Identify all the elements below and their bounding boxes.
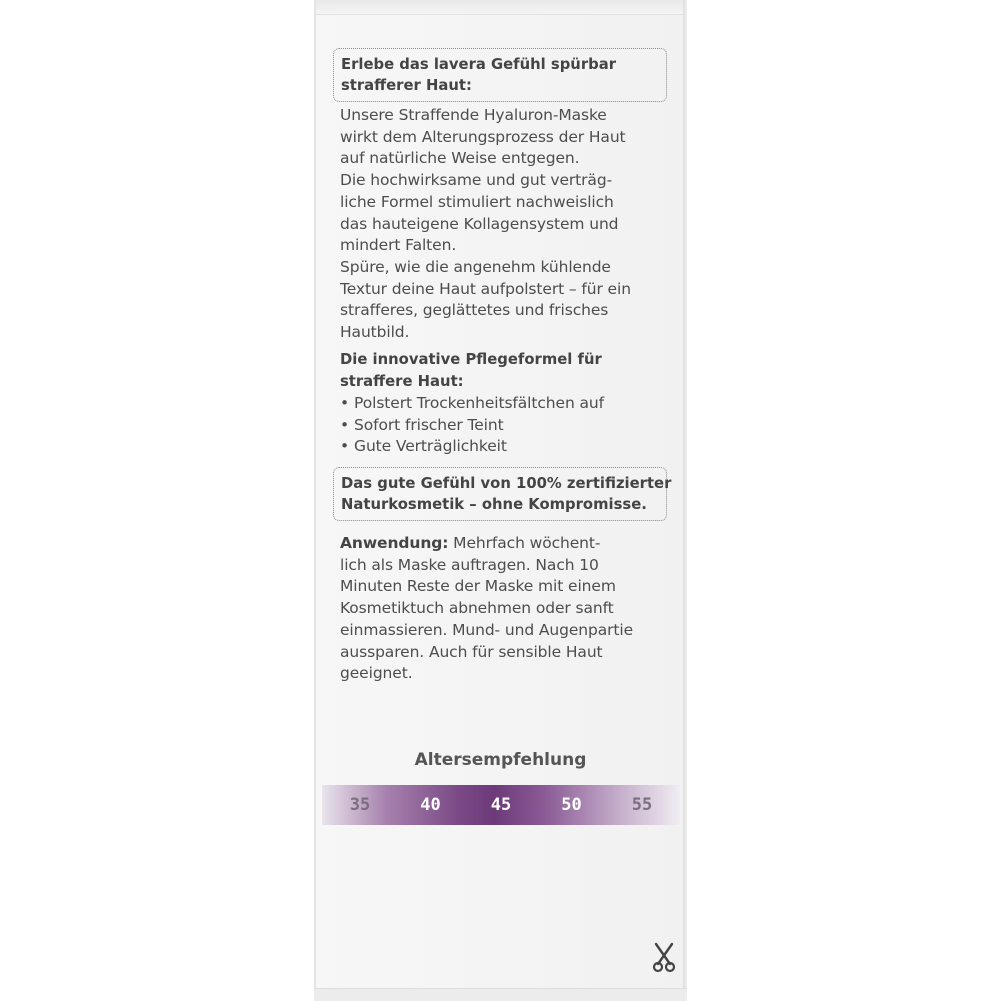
text-line: Spüre, wie die angenehm kühlende bbox=[340, 257, 611, 276]
text-line: Unsere Straffende Hyaluron-Maske bbox=[340, 106, 607, 124]
bullet-icon: • bbox=[340, 415, 350, 434]
benefits-list bbox=[340, 393, 670, 458]
text-line: einmassieren. Mund- und Augenpartie bbox=[340, 620, 634, 639]
text-line: geeignet. bbox=[340, 664, 413, 683]
age-value: 40 bbox=[420, 795, 441, 815]
list-item-text: Sofort frischer Teint bbox=[354, 415, 504, 434]
age-recommendation-title: Altersempfehlung bbox=[414, 750, 587, 770]
list-item-text: Polstert Trockenheitsfältchen auf bbox=[354, 394, 604, 412]
usage-label: Anwendung: bbox=[340, 534, 449, 552]
text-line: lich als Maske auftragen. Nach 10 bbox=[340, 555, 599, 574]
list-item-text: Gute Verträglichkeit bbox=[354, 437, 507, 456]
list-item bbox=[340, 393, 670, 415]
panel-bottom-flap bbox=[314, 988, 687, 1001]
claim-box-natural-cosmetics bbox=[333, 467, 672, 521]
text-line: mindert Falten. bbox=[340, 236, 457, 255]
age-value: 55 bbox=[631, 795, 653, 815]
claim-line: strafferer Haut: bbox=[341, 77, 472, 94]
text-line: wirkt dem Alterungsprozess der Haut bbox=[340, 127, 626, 146]
text-line: Kosmetiktuch abnehmen oder sanft bbox=[340, 599, 614, 618]
bullet-icon: • bbox=[340, 394, 350, 412]
usage-first-line bbox=[340, 533, 670, 555]
list-item bbox=[340, 415, 670, 437]
panel-top-flap bbox=[314, 0, 687, 15]
age-recommendation-bar bbox=[322, 785, 680, 825]
panel-left-edge bbox=[314, 0, 316, 1000]
text-line: strafferes, geglättetes und frisches bbox=[340, 301, 609, 320]
claim-line: Das gute Gefühl von 100% zertifizierter bbox=[341, 475, 672, 492]
heading-line: straffere Haut: bbox=[340, 373, 464, 390]
text-line: liche Formel stimuliert nachweislich bbox=[340, 192, 614, 211]
text-line: Hautbild. bbox=[340, 323, 410, 342]
claim-line: Naturkosmetik – ohne Kompromisse. bbox=[341, 496, 647, 513]
formula-heading bbox=[340, 349, 670, 393]
bullet-icon: • bbox=[340, 437, 350, 456]
usage-paragraph bbox=[340, 533, 670, 685]
text-line: Die hochwirksame und gut verträg- bbox=[340, 171, 613, 190]
claim-box-feeling bbox=[333, 48, 667, 102]
claim-line: Erlebe das lavera Gefühl spürbar bbox=[341, 56, 617, 73]
scissors-icon bbox=[650, 942, 678, 974]
list-item bbox=[340, 436, 670, 458]
age-value: 50 bbox=[561, 795, 582, 815]
text-line: aussparen. Auch für sensible Haut bbox=[340, 642, 603, 661]
age-value: 35 bbox=[349, 795, 371, 815]
usage-text: Mehrfach wöchent- bbox=[448, 534, 601, 552]
text-line: auf natürliche Weise entgegen. bbox=[340, 149, 580, 168]
heading-line: Die innovative Pflegeformel für bbox=[340, 351, 602, 368]
text-line: Textur deine Haut aufpolstert – für ein bbox=[340, 279, 631, 298]
age-value: 45 bbox=[490, 795, 512, 815]
text-line: Minuten Reste der Maske mit einem bbox=[340, 577, 616, 596]
intro-paragraph bbox=[340, 105, 670, 344]
text-line: das hauteigene Kollagensystem und bbox=[340, 214, 619, 233]
panel-right-edge bbox=[683, 0, 687, 1000]
